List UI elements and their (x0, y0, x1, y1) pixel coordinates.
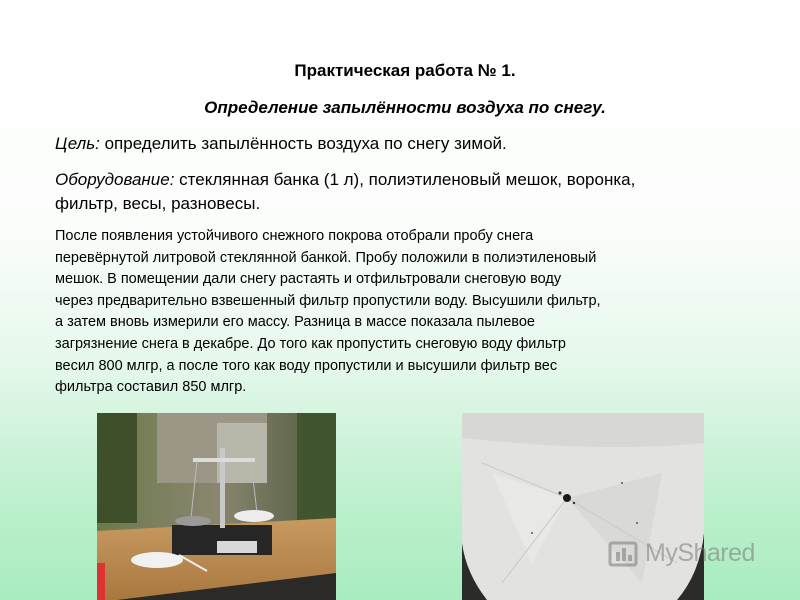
equipment-line-1 (55, 168, 635, 192)
equipment-line-2: фильтр, весы, разновесы. (55, 194, 261, 213)
goal-line (55, 132, 507, 156)
scales-photo-image (97, 413, 336, 600)
slide-title: Практическая работа № 1. (294, 61, 516, 80)
goal-label: Цель: (55, 134, 100, 153)
equipment-label: Оборудование: (55, 170, 175, 189)
procedure-line: загрязнение снега в декабре. До того как пропустить снеговую воду фильтр (55, 335, 566, 352)
scales-photo (97, 413, 336, 600)
procedure-line: фильтра составил 850 млгр. (55, 379, 247, 396)
myshared-logo-icon (607, 537, 641, 571)
slide-subtitle: Определение запылённости воздуха по снегу. (204, 98, 606, 117)
equipment-text-1: стеклянная банка (1 л), полиэтиленовый мешок, воронка, (174, 170, 636, 189)
procedure-line: через предварительно взвешенный фильтр пропустили воду. Высушили фильтр, (55, 292, 601, 309)
procedure-line: а затем вновь измерили его массу. Разница в массе показала пылевое (55, 314, 535, 331)
procedure-line: весил 800 млгр, а после того как воду пропустили и высушили фильтр вес (55, 357, 558, 374)
watermark-text: MyShared (645, 539, 755, 567)
procedure-line: После появления устойчивого снежного покрова отобрали пробу снега (55, 228, 534, 244)
procedure-text (55, 226, 755, 399)
procedure-line: мешок. В помещении дали снегу растаять и отфильтровали снеговую воду (55, 271, 562, 288)
procedure-line: перевёрнутой литровой стеклянной банкой. Пробу положили в полиэтиленовый (55, 249, 597, 266)
myshared-watermark (607, 537, 767, 573)
goal-text: определить запылённость воздуха по снегу зимой. (99, 134, 507, 153)
